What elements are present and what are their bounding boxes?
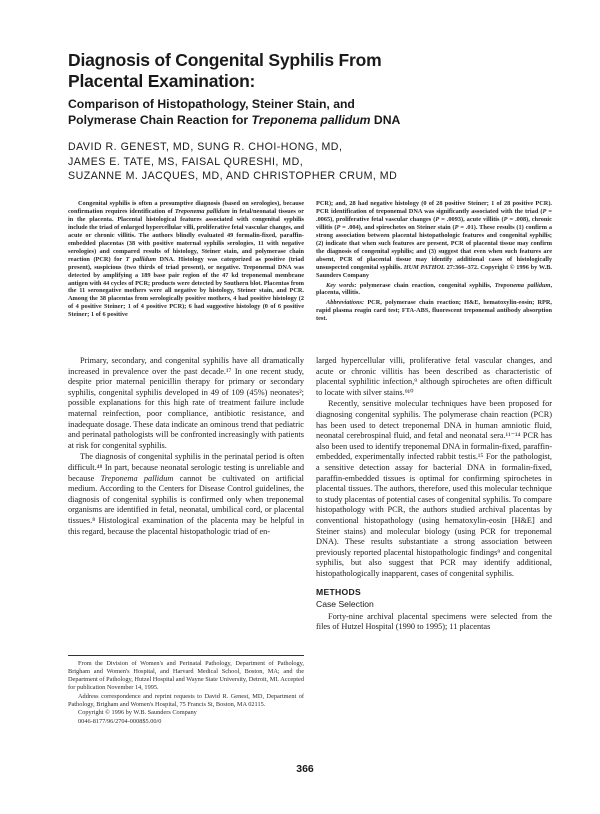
key-words-text: , placenta, villitis. (316, 281, 553, 297)
abstract-text: 27:366–372. Copyright © 1996 by W.B. Saunders Company (316, 263, 552, 279)
body-left-column (68, 356, 304, 537)
footnotes (68, 660, 304, 726)
footnote-divider (68, 655, 304, 656)
article-subtitle (68, 96, 538, 128)
body-paragraph: Primary, secondary, and congenital syphilis have all dramatically increased in prevalence over the past decade.¹⁷ In one recent study, despite prior maternal penicillin therapy for primary or secondary syphilis, congenital syphilis developed in 49 of 109 (45%) neonates²; possible explanations for this high rate of treatment failure include maternal reinfection, poor compliance, antibiotic resistance, and inadequate dosage. These data indicate an ominous trend that pediatric and perinatal pathologists will be confronted increasingly with patients at risk for congenital syphilis. (68, 356, 304, 450)
key-words-label: Key words: (326, 281, 357, 289)
abstract-right-column (316, 200, 552, 323)
key-words-italic: Treponema pallidum (494, 281, 551, 289)
abbreviations-text: PCR, polymerase chain reaction; H&E, hematoxylin-eosin; RPR, rapid plasma reagin card test; FTA-ABS, fluorescent treponemal antibody absorption test. (316, 299, 552, 323)
article-title (68, 50, 538, 92)
subsection-heading-case-selection: Case Selection (316, 599, 374, 610)
body-right-column (316, 356, 552, 633)
body-paragraph-continued: larged hypercellular villi, proliferative fetal vascular changes, and acute or chronic villitis has been described as characteristic of placental syphilitic infection,⁹ although spirochetes are often difficult to locate with silver stains.⁹¹⁰ (316, 356, 552, 397)
authors-line-3: SUZANNE M. JACQUES, MD, AND CHRISTOPHER CRUM, MD (68, 170, 398, 182)
abstract-text: DNA. Histology was categorized as positive (triad present), suspicious (two thirds of triad present), or negative. Treponemal DNA was detected by amplifying a 189 base pair region of the 47 kd treponemal membrane antigen with 44 cycles of PCR; products were detected by Southern blot. Placentas from the 11 seronegative mothers were all negative by histology, Steiner stain, and PCR. Among the 38 placentas from serologically positive mothers, 4 had positive histology (2 of 4 positive Steiner; 1 of 4 positive PCR); 6 had suggestive histology (0 of 6 positive Steiner; 1 of 6 positive (68, 255, 304, 319)
abstract-text: PCR); and, 28 had negative histology (0 of 28 positive Steiner; 1 of 28 positive PCR). PCR identification of treponemal DNA was significantly associated with the triad ( (316, 200, 552, 215)
abbreviations (316, 299, 552, 323)
abbreviations-label: Abbreviations: (326, 299, 365, 307)
abstract-left-column (68, 200, 304, 319)
page-number: 366 (296, 763, 314, 775)
abstract-text: in fetal/neonatal tissues or in the placenta. Placental histological features associated with congenital syphilis include the triad of enlarged hypercellular villi, proliferative fetal vascular changes, and acute or chronic villitis. The authors blindly evaluated 49 formalin-fixed, paraffin-embedded placentas (38 with positive maternal syphilis serologies, 11 with negative serologies) and compared results of histology, Steiner stain, and polymerase chain reaction (PCR) for (68, 207, 305, 263)
body-paragraph: Recently, sensitive molecular techniques have been proposed for diagnosing congenital syphilis. The polymerase chain reaction (PCR) has been used to detect treponemal DNA in human amniotic fluid, neonatal cerebrospinal fluid, and fetal and neonatal sera.¹¹⁻¹⁴ PCR has also been used to identify treponemal DNA in formalin-fixed, paraffin-embedded, experimentally infected rabbit testis.¹⁵ For the pathologist, a sensitive detection assay for bacterial DNA in formalin-fixed, paraffin-embedded tissues is optimal for confirming spirochetes in placental tissues. The authors, therefore, used this molecular technique to study placentas of potential cases of congenital syphilis. To compare histopathology with PCR, the authors studied archival placentas by conventional histopathology (using hematoxylin-eosin [H&E] and Steiner stains) and molecular biology (using PCR for treponemal DNA). These results substantiate a strong association between previously reported placental histopathologic findings⁹ and congenital syphilis, but also suggest that PCR may identify additional, histopathologically inapparent, cases of congenital syphilis. (316, 399, 552, 578)
body-text: cannot be cultivated on artificial medium. According to the Centers for Disease Control guidelines, the diagnosis of congenital syphilis is confirmed only when treponemal organisms are identified in fetal, neonatal, umbilical cord, or placental tissues.⁸ Histological examination of the placenta may be helpful in this regard, because the placental histopathologic triad of en- (68, 473, 304, 536)
section-heading-methods: METHODS (316, 587, 362, 598)
abstract-italic: P (435, 215, 440, 223)
abstract-italic: P (454, 223, 459, 231)
abstract-italic: P (503, 215, 508, 223)
footnote-affiliation: From the Division of Women's and Perinatal Pathology, Department of Pathology, Brigham and Women's Hospital, and Harvard Medical School, Boston, MA; and the Department of Pathology, Hutzel Hospital and Wayne State University, Detroit, MI. Accepted for publication November 14, 1995. (68, 660, 304, 691)
abstract-paragraph-continued (316, 200, 552, 280)
body-text: The diagnosis of congenital syphilis in the perinatal period is often difficult.⁴⁸ In part, because neonatal serologic testing is unreliable and because (68, 452, 304, 483)
title-line-1: Diagnosis of Congenital Syphilis From (68, 50, 382, 70)
abstract-text: = .01). These results (1) confirm a strong association between placental histopathologic features and congenital syphilis; (2) indicate that when such features are present, PCR of placental tissue may confirm the diagnosis of congenital syphilis; and (3) suggest that even when such features are absent, PCR of placental tissue may identify additional cases of histologically unsuspected congenital syphilis. (316, 223, 553, 271)
key-words-text: polymerase chain reaction, congenital syphilis, (356, 281, 495, 289)
body-italic: Treponema pallidum (100, 473, 174, 483)
subtitle-suffix: DNA (370, 113, 401, 127)
footnote-issn: 0046-8177/96/2704-0008$5.00/0 (78, 718, 162, 726)
abstract-italic: T pallidum (125, 255, 157, 263)
title-line-2: Placental Examination: (68, 71, 256, 91)
authors-line-2: JAMES E. TATE, MS, FAISAL QURESHI, MD, (68, 155, 304, 168)
body-paragraph: Forty-nine archival placental specimens were selected from the files of Hutzel Hospital (1990 to 1995); 11 placentas (316, 611, 552, 632)
footnote-copyright: Copyright © 1996 by W.B. Saunders Company (78, 709, 197, 717)
abstract-italic: P (336, 223, 341, 231)
abstract-text: = .008), chronic villitis ( (316, 215, 552, 231)
authors-line-1: DAVID R. GENEST, MD, SUNG R. CHOI-HONG, MD, (68, 141, 343, 153)
subtitle-line-1: Comparison of Histopathology, Steiner Stain, and (68, 97, 355, 111)
author-list (68, 140, 528, 184)
key-words (316, 282, 552, 298)
abstract-paragraph (68, 200, 304, 319)
footnote-correspondence: Address correspondence and reprint requests to David R. Genest, MD, Department of Pathology, Brigham and Women's Hospital, 75 Francis St, Boston, MA 02115. (68, 692, 304, 708)
journal-name: HUM PATHOL (403, 263, 445, 271)
abstract-text: = .004), and spirochetes on Steiner stain ( (340, 223, 455, 231)
abstract-text: = .0093), acute villitis ( (439, 215, 504, 223)
abstract-text: Congenital syphilis is often a presumptive diagnosis (based on serologies), because confirmation requires identification of (68, 200, 304, 215)
abstract-text: = .0065), proliferative fetal vascular changes ( (316, 207, 552, 223)
subtitle-prefix: Polymerase Chain Reaction for (68, 113, 252, 127)
abstract-italic: P (542, 207, 547, 215)
subtitle-line-2 (68, 112, 538, 128)
body-paragraph (68, 452, 304, 537)
abstract-italic: Treponema pallidum (174, 207, 230, 215)
subtitle-organism: Treponema pallidum (251, 113, 371, 127)
